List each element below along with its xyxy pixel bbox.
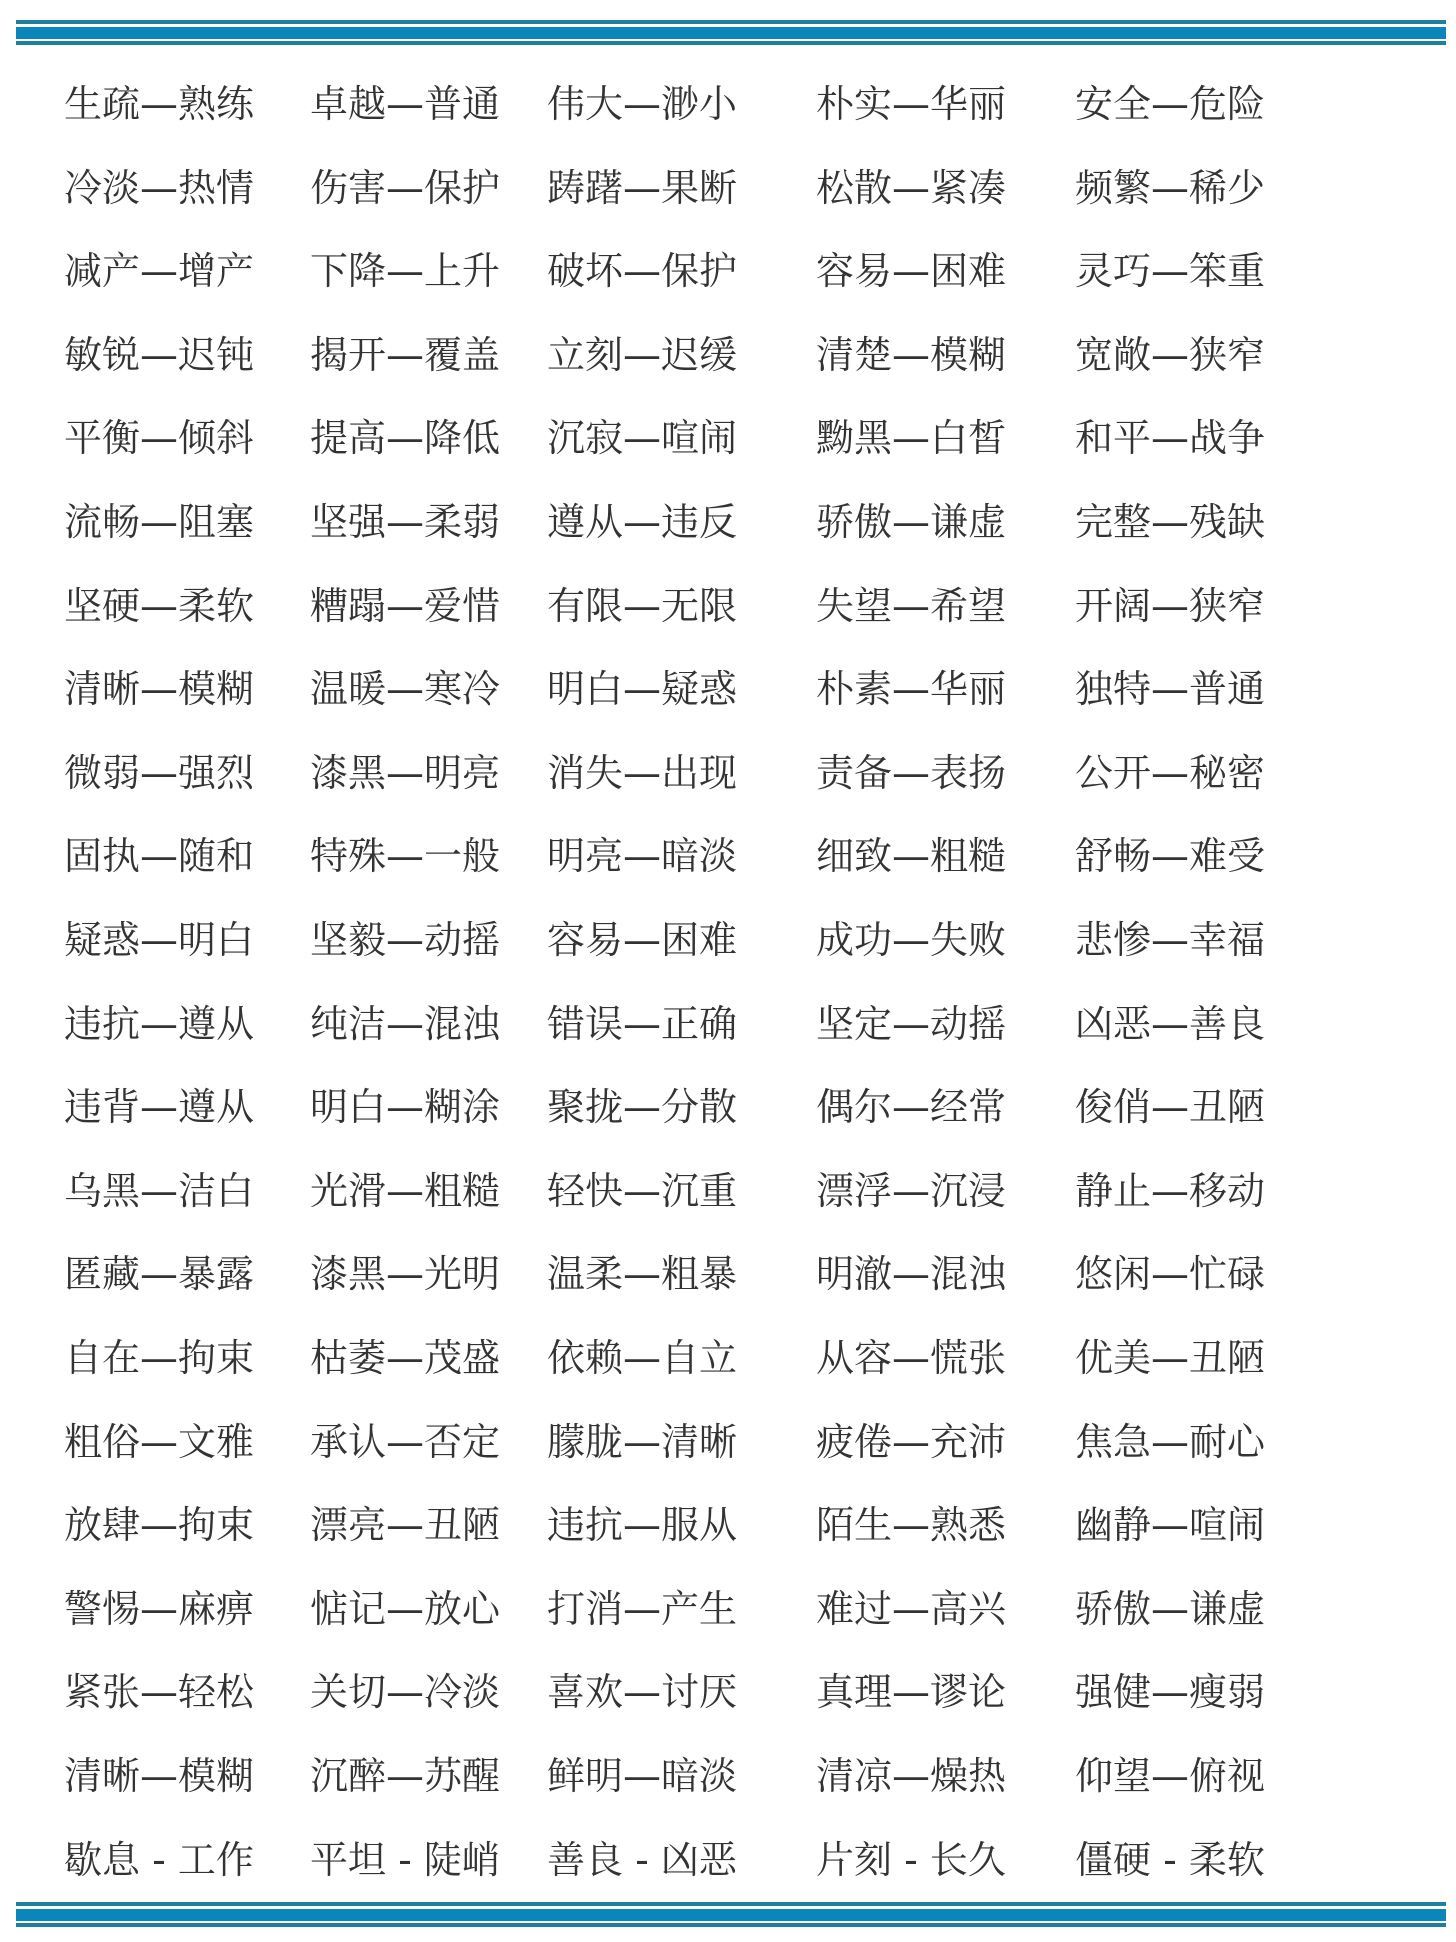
antonym-pair: 安全—危险 [1075, 82, 1266, 126]
antonym-pair: 乌黑—洁白 [64, 1168, 255, 1213]
word-row [0, 912, 1456, 968]
antonym-pair: 明白—疑惑 [547, 667, 738, 712]
antonym-pair: 温柔—粗暴 [547, 1252, 738, 1297]
antonym-pair: 僵硬 - 柔软 [1075, 1837, 1265, 1882]
antonym-pair: 悲惨—幸福 [1075, 918, 1266, 962]
antonym-pair: 轻快—沉重 [547, 1168, 738, 1213]
antonym-pair: 光滑—粗糙 [310, 1168, 501, 1213]
antonym-pair: 容易—困难 [816, 249, 1007, 294]
antonym-pair: 真理—谬论 [816, 1670, 1007, 1715]
antonym-pair: 独特—普通 [1075, 667, 1266, 712]
word-row [0, 828, 1456, 884]
antonym-pair: 匿藏—暴露 [64, 1252, 255, 1297]
antonym-pair: 坚毅—动摇 [310, 918, 501, 962]
bottom-rule-thick [16, 1909, 1446, 1921]
antonym-pair: 焦急—耐心 [1075, 1419, 1266, 1464]
antonym-pair: 成功—失败 [816, 918, 1007, 962]
word-row [0, 996, 1456, 1052]
antonym-pair: 鲜明—暗淡 [547, 1754, 738, 1798]
word-row [0, 1246, 1456, 1302]
antonym-pair: 频繁—稀少 [1075, 165, 1266, 210]
word-row [0, 1664, 1456, 1720]
antonym-pair: 打消—产生 [547, 1586, 738, 1631]
antonym-pair: 平坦 - 陡峭 [310, 1837, 500, 1882]
antonym-pair: 悠闲—忙碌 [1075, 1252, 1266, 1297]
word-row [0, 243, 1456, 299]
antonym-pair: 枯萎—茂盛 [310, 1336, 501, 1380]
antonym-pair: 舒畅—难受 [1075, 834, 1266, 879]
word-row [0, 494, 1456, 550]
word-row [0, 661, 1456, 717]
antonym-pair: 立刻—迟缓 [547, 332, 738, 377]
word-row [0, 1079, 1456, 1135]
antonym-pair: 错误—正确 [547, 1001, 738, 1046]
antonym-pair: 粗俗—文雅 [64, 1419, 255, 1464]
top-rule-thick [16, 27, 1446, 39]
antonym-pair: 减产—增产 [64, 249, 255, 294]
antonym-pair: 疲倦—充沛 [816, 1419, 1007, 1464]
antonym-pair: 细致—粗糙 [816, 834, 1007, 879]
antonym-pair: 朴实—华丽 [816, 82, 1007, 126]
bottom-rule-thin-upper [16, 1902, 1446, 1906]
word-row [0, 1832, 1456, 1888]
antonym-pair: 漂亮—丑陋 [310, 1503, 501, 1548]
antonym-pair: 流畅—阻塞 [64, 500, 255, 544]
antonym-pair: 有限—无限 [547, 583, 738, 628]
antonym-pair: 消失—出现 [547, 750, 738, 795]
word-row [0, 1414, 1456, 1470]
antonym-pair: 明亮—暗淡 [547, 834, 738, 879]
antonym-pair: 沉醉—苏醒 [310, 1754, 501, 1798]
antonym-pair: 违抗—服从 [547, 1503, 738, 1548]
antonym-pair: 片刻 - 长久 [816, 1837, 1006, 1882]
antonym-pair: 骄傲—谦虚 [816, 500, 1007, 544]
antonym-pair: 放肆—拘束 [64, 1503, 255, 1548]
antonym-pair: 完整—残缺 [1075, 500, 1266, 544]
antonym-pair: 平衡—倾斜 [64, 416, 255, 461]
antonym-pair: 聚拢—分散 [547, 1085, 738, 1130]
top-rule-thin-upper [16, 20, 1446, 24]
word-row [0, 1497, 1456, 1553]
word-row [0, 1748, 1456, 1804]
antonym-pair: 坚定—动摇 [816, 1001, 1007, 1046]
word-row [0, 1330, 1456, 1386]
antonym-pair: 警惕—麻痹 [64, 1586, 255, 1631]
antonym-pair: 关切—冷淡 [310, 1670, 501, 1715]
word-row [0, 76, 1456, 132]
antonym-pair: 惦记—放心 [310, 1586, 501, 1631]
word-row [0, 745, 1456, 801]
antonym-pair: 宽敞—狭窄 [1075, 332, 1266, 377]
word-row [0, 1581, 1456, 1637]
antonym-pair: 漆黑—光明 [310, 1252, 501, 1297]
antonym-pair: 特殊—一般 [310, 834, 501, 879]
antonym-pair: 明澈—混浊 [816, 1252, 1007, 1297]
antonym-pair: 俊俏—丑陋 [1075, 1085, 1266, 1130]
antonym-pair: 责备—表扬 [816, 750, 1007, 795]
antonym-pair: 陌生—熟悉 [816, 1503, 1007, 1548]
word-row [0, 1163, 1456, 1219]
bottom-rule-thin-lower [16, 1923, 1446, 1927]
antonym-pair: 自在—拘束 [64, 1336, 255, 1380]
antonym-pair: 冷淡—热情 [64, 165, 255, 210]
antonym-pair: 幽静—喧闹 [1075, 1503, 1266, 1548]
word-row [0, 578, 1456, 634]
antonym-pair: 静止—移动 [1075, 1168, 1266, 1213]
antonym-pair: 偶尔—经常 [816, 1085, 1007, 1130]
antonym-pair: 沉寂—喧闹 [547, 416, 738, 461]
antonym-pair: 生疏—熟练 [64, 82, 255, 126]
antonym-pair: 违抗—遵从 [64, 1001, 255, 1046]
antonym-pair: 难过—高兴 [816, 1586, 1007, 1631]
antonym-pair: 喜欢—讨厌 [547, 1670, 738, 1715]
antonym-pair: 清凉—燥热 [816, 1754, 1007, 1798]
antonym-pair: 清楚—模糊 [816, 332, 1007, 377]
antonym-pair: 下降—上升 [310, 249, 501, 294]
antonym-pair: 歇息 - 工作 [64, 1837, 254, 1882]
antonym-pair: 紧张—轻松 [64, 1670, 255, 1715]
antonym-pair: 朴素—华丽 [816, 667, 1007, 712]
antonym-pair: 糟蹋—爱惜 [310, 583, 501, 628]
antonym-pair: 漆黑—明亮 [310, 750, 501, 795]
antonym-pair: 清晰—模糊 [64, 667, 255, 712]
antonym-pair: 清晰—模糊 [64, 1754, 255, 1798]
antonym-pair: 敏锐—迟钝 [64, 332, 255, 377]
antonym-pair: 承认—否定 [310, 1419, 501, 1464]
antonym-pair: 揭开—覆盖 [310, 332, 501, 377]
antonym-pair: 坚硬—柔软 [64, 583, 255, 628]
antonym-pair: 凶恶—善良 [1075, 1001, 1266, 1046]
antonym-pair: 漂浮—沉浸 [816, 1168, 1007, 1213]
antonym-pair: 朦胧—清晰 [547, 1419, 738, 1464]
antonym-pair: 纯洁—混浊 [310, 1001, 501, 1046]
antonym-pair: 温暖—寒冷 [310, 667, 501, 712]
antonym-pair: 伤害—保护 [310, 165, 501, 210]
antonym-pair: 破坏—保护 [547, 249, 738, 294]
word-row [0, 410, 1456, 466]
antonym-pair: 微弱—强烈 [64, 750, 255, 795]
antonym-pair: 和平—战争 [1075, 416, 1266, 461]
antonym-pair: 强健—瘦弱 [1075, 1670, 1266, 1715]
antonym-pair: 固执—随和 [64, 834, 255, 879]
antonym-pair: 违背—遵从 [64, 1085, 255, 1130]
antonym-pair: 黝黑—白皙 [816, 416, 1007, 461]
antonym-pair: 提高—降低 [310, 416, 501, 461]
antonym-pair: 依赖—自立 [547, 1336, 738, 1380]
word-row [0, 160, 1456, 216]
antonym-pair: 容易—困难 [547, 918, 738, 962]
antonym-pair: 踌躇—果断 [547, 165, 738, 210]
antonym-pair: 松散—紧凑 [816, 165, 1007, 210]
antonym-pair: 骄傲—谦虚 [1075, 1586, 1266, 1631]
antonym-pair: 开阔—狭窄 [1075, 583, 1266, 628]
antonym-pair: 遵从—违反 [547, 500, 738, 544]
antonym-pair: 灵巧—笨重 [1075, 249, 1266, 294]
antonym-pair: 失望—希望 [816, 583, 1007, 628]
word-row [0, 327, 1456, 383]
antonym-pair: 仰望—俯视 [1075, 1754, 1266, 1798]
antonym-pair: 卓越—普通 [310, 82, 501, 126]
antonym-pair: 疑惑—明白 [64, 918, 255, 962]
antonym-pair: 伟大—渺小 [547, 82, 738, 126]
antonym-pair: 公开—秘密 [1075, 750, 1266, 795]
antonym-pair: 明白—糊涂 [310, 1085, 501, 1130]
top-rule-thin-lower [16, 41, 1446, 45]
antonym-pair: 坚强—柔弱 [310, 500, 501, 544]
antonym-pair: 善良 - 凶恶 [547, 1837, 737, 1882]
antonym-pair: 从容—慌张 [816, 1336, 1007, 1380]
antonym-pair: 优美—丑陋 [1075, 1336, 1266, 1380]
